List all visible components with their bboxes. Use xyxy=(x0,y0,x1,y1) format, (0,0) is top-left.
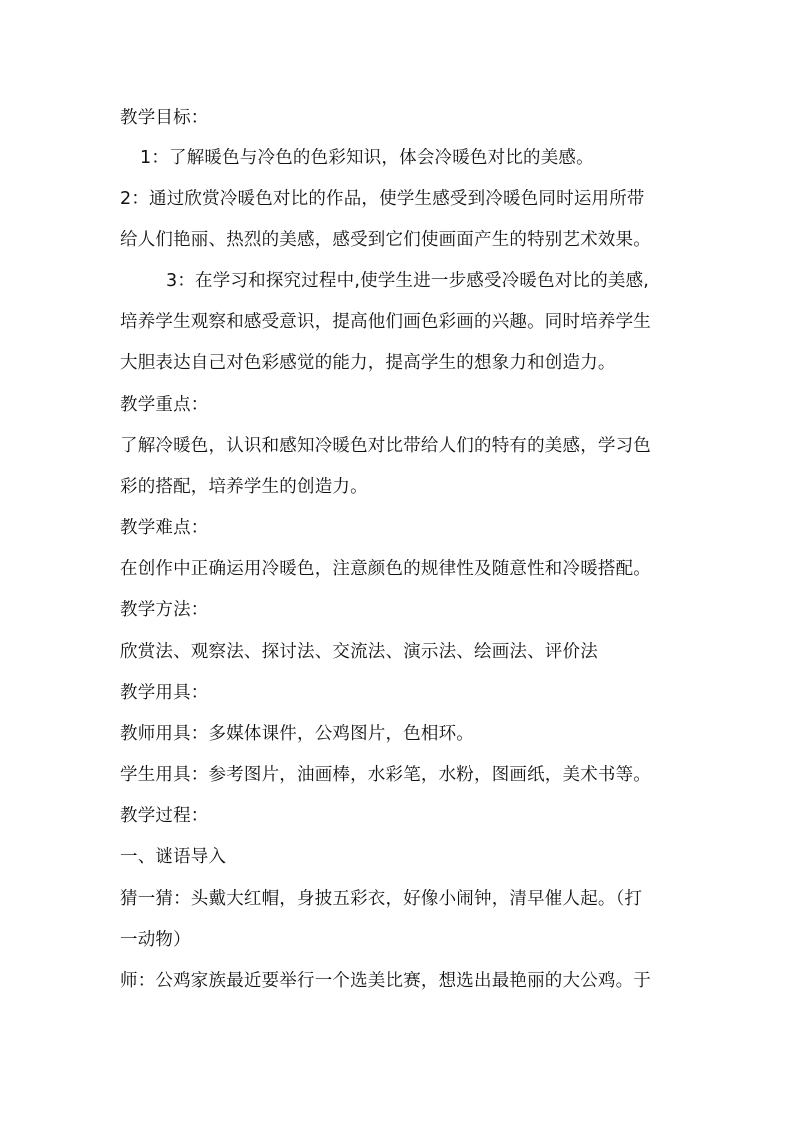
objective-3-line-2: 培养学生观察和感受意识，提高他们画色彩画的兴趣。同时培养学生 xyxy=(120,312,651,332)
heading-key-points: 教学重点： xyxy=(120,395,209,415)
difficulties-text: 在创作中正确运用冷暖色，注意颜色的规律性及随意性和冷暖搭配。 xyxy=(120,559,651,579)
riddle-line-2: 一动物） xyxy=(120,930,191,950)
section-riddle-intro: 一、谜语导入 xyxy=(120,847,227,867)
objective-2-line-2: 给人们艳丽、热烈的美感，感受到它们使画面产生的特别艺术效果。 xyxy=(120,230,651,250)
key-points-line-2: 彩的搭配，培养学生的创造力。 xyxy=(120,477,368,497)
riddle-line-1: 猜一猜：头戴大红帽，身披五彩衣，好像小闹钟，清早催人起。（打 xyxy=(120,889,643,909)
objective-3-line-3: 大胆表达自己对色彩感觉的能力，提高学生的想象力和创造力。 xyxy=(120,353,616,373)
heading-teaching-objectives: 教学目标： xyxy=(120,108,209,128)
key-points-line-1: 了解冷暖色，认识和感知冷暖色对比带给人们的特有的美感，学习色 xyxy=(120,436,651,456)
student-tools: 学生用具：参考图片，油画棒，水彩笔，水粉，图画纸，美术书等。 xyxy=(120,765,651,785)
heading-process: 教学过程： xyxy=(120,806,209,826)
teacher-tools: 教师用具：多媒体课件，公鸡图片，色相环。 xyxy=(120,724,474,744)
objective-1: 1：了解暖色与冷色的色彩知识，体会冷暖色对比的美感。 xyxy=(140,148,594,168)
objective-2-line-1: 2：通过欣赏冷暖色对比的作品，使学生感受到冷暖色同时运用所带 xyxy=(120,189,645,209)
heading-tools: 教学用具： xyxy=(120,683,209,703)
heading-methods: 教学方法： xyxy=(120,600,209,620)
objective-3-line-1: 3：在学习和探究过程中,使学生进一步感受冷暖色对比的美感, xyxy=(166,271,650,291)
heading-difficulties: 教学难点： xyxy=(120,518,209,538)
teacher-speech: 师：公鸡家族最近要举行一个选美比赛，想选出最艳丽的大公鸡。于 xyxy=(120,971,651,991)
methods-text: 欣赏法、观察法、探讨法、交流法、演示法、绘画法、评价法 xyxy=(120,642,598,662)
